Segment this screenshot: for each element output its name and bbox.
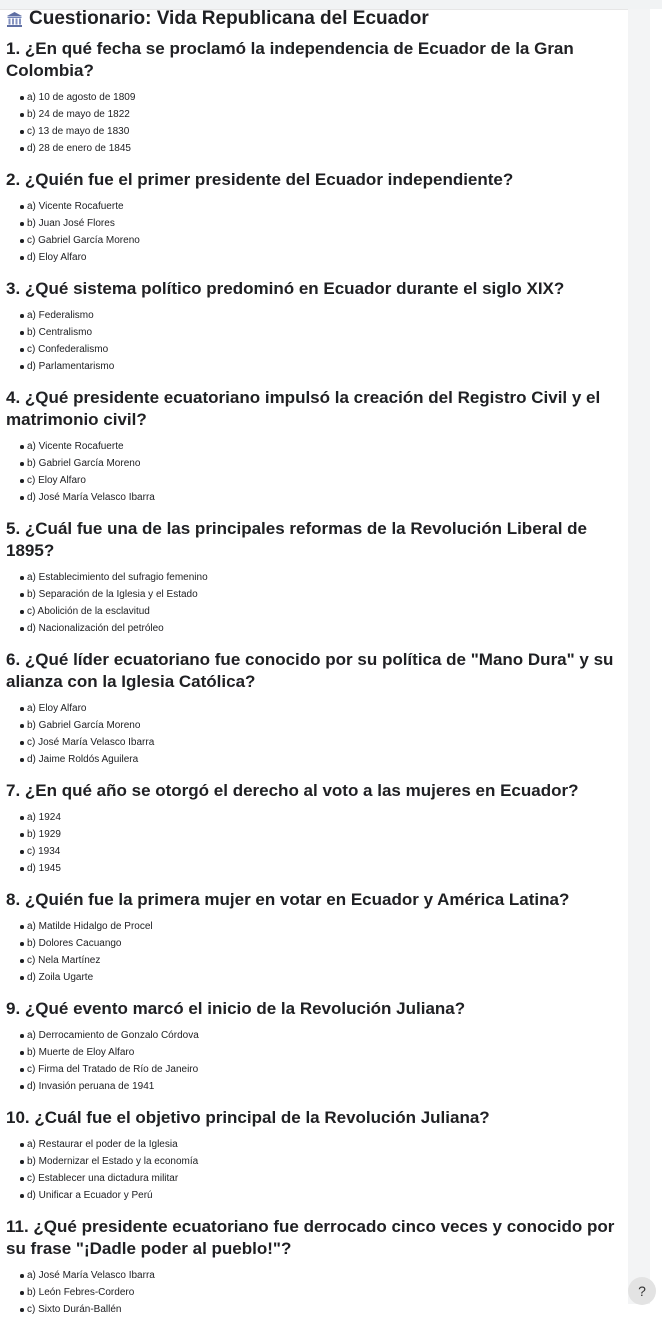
question-text: 8. ¿Quién fue la primera mujer en votar en Ecuador y América Latina? (6, 890, 570, 909)
answer-option: c) Abolición de la esclavitud (6, 603, 620, 620)
question-block (6, 278, 620, 375)
answer-option: a) 10 de agosto de 1809 (6, 89, 620, 106)
answer-option: c) Firma del Tratado de Río de Janeiro (6, 1061, 620, 1078)
answer-option: b) 24 de mayo de 1822 (6, 106, 620, 123)
question-list (6, 38, 620, 1318)
answer-option: d) 1945 (6, 860, 620, 877)
answer-option: b) Dolores Cacuango (6, 935, 620, 952)
question-text: 9. ¿Qué evento marcó el inicio de la Revolución Juliana? (6, 999, 466, 1018)
answer-option: c) José María Velasco Ibarra (6, 734, 620, 751)
answer-option: d) Parlamentarismo (6, 358, 620, 375)
quiz-document (6, 9, 620, 1318)
answer-options (6, 700, 620, 768)
question-mark-icon: ? (638, 1283, 646, 1299)
question-text: 6. ¿Qué líder ecuatoriano fue conocido por su política de "Mano Dura" y su alianza con la Iglesia Católica? (6, 650, 614, 691)
question-text: 2. ¿Quién fue el primer presidente del Ecuador independiente? (6, 170, 514, 189)
answer-option: d) Invasión peruana de 1941 (6, 1078, 620, 1095)
question-text: 7. ¿En qué año se otorgó el derecho al voto a las mujeres en Ecuador? (6, 781, 579, 800)
answer-option: c) 1934 (6, 843, 620, 860)
answer-option: b) 1929 (6, 826, 620, 843)
answer-option: a) Derrocamiento de Gonzalo Córdova (6, 1027, 620, 1044)
answer-option: d) José María Velasco Ibarra (6, 489, 620, 506)
answer-option: b) Centralismo (6, 324, 620, 341)
question-block (6, 169, 620, 266)
answer-option: d) 28 de enero de 1845 (6, 140, 620, 157)
answer-option: d) Jaime Roldós Aguilera (6, 751, 620, 768)
answer-option: a) Vicente Rocafuerte (6, 438, 620, 455)
answer-option: b) León Febres-Cordero (6, 1284, 620, 1301)
answer-options (6, 198, 620, 266)
answer-options (6, 1136, 620, 1204)
question-text: 5. ¿Cuál fue una de las principales reformas de la Revolución Liberal de 1895? (6, 519, 588, 560)
answer-option: d) Zoila Ugarte (6, 969, 620, 986)
answer-option: c) Gabriel García Moreno (6, 232, 620, 249)
answer-option: a) Restaurar el poder de la Iglesia (6, 1136, 620, 1153)
question-block (6, 780, 620, 877)
question-text: 3. ¿Qué sistema político predominó en Ecuador durante el siglo XIX? (6, 279, 565, 298)
classical-building-icon (6, 11, 23, 28)
answer-options (6, 89, 620, 157)
scrollbar-track[interactable] (628, 9, 650, 1304)
answer-options (6, 1027, 620, 1095)
answer-option: a) José María Velasco Ibarra (6, 1267, 620, 1284)
answer-options (6, 1267, 620, 1318)
page-title-text: Cuestionario: Vida Republicana del Ecuador (29, 8, 429, 29)
answer-option: a) Eloy Alfaro (6, 700, 620, 717)
help-button[interactable] (628, 1277, 656, 1305)
answer-option: c) Confederalismo (6, 341, 620, 358)
question-block (6, 518, 620, 637)
question-text: 4. ¿Qué presidente ecuatoriano impulsó la creación del Registro Civil y el matrimonio civil? (6, 388, 601, 429)
answer-options (6, 438, 620, 506)
answer-options (6, 918, 620, 986)
answer-option: a) Vicente Rocafuerte (6, 198, 620, 215)
answer-options (6, 569, 620, 637)
question-block (6, 998, 620, 1095)
answer-option: a) 1924 (6, 809, 620, 826)
answer-option: b) Modernizar el Estado y la economía (6, 1153, 620, 1170)
answer-option: d) Unificar a Ecuador y Perú (6, 1187, 620, 1204)
answer-option: b) Juan José Flores (6, 215, 620, 232)
answer-option: d) Nacionalización del petróleo (6, 620, 620, 637)
answer-option: c) Establecer una dictadura militar (6, 1170, 620, 1187)
question-text: 1. ¿En qué fecha se proclamó la independencia de Ecuador de la Gran Colombia? (6, 39, 574, 80)
answer-option: c) 13 de mayo de 1830 (6, 123, 620, 140)
question-text: 11. ¿Qué presidente ecuatoriano fue derrocado cinco veces y conocido por su frase "¡Dadle poder al pueblo!"? (6, 1217, 615, 1258)
page-title (6, 9, 620, 29)
answer-option: b) Gabriel García Moreno (6, 717, 620, 734)
answer-option: c) Eloy Alfaro (6, 472, 620, 489)
answer-option: c) Sixto Durán-Ballén (6, 1301, 620, 1318)
answer-option: a) Establecimiento del sufragio femenino (6, 569, 620, 586)
answer-option: b) Gabriel García Moreno (6, 455, 620, 472)
answer-option: c) Nela Martínez (6, 952, 620, 969)
answer-option: b) Separación de la Iglesia y el Estado (6, 586, 620, 603)
question-block (6, 1107, 620, 1204)
answer-option: d) Eloy Alfaro (6, 249, 620, 266)
question-block (6, 649, 620, 768)
question-block (6, 38, 620, 157)
answer-options (6, 307, 620, 375)
answer-options (6, 809, 620, 877)
question-block (6, 889, 620, 986)
answer-option: a) Federalismo (6, 307, 620, 324)
window-edge (650, 9, 662, 1304)
answer-option: b) Muerte de Eloy Alfaro (6, 1044, 620, 1061)
question-block (6, 387, 620, 506)
question-block (6, 1216, 620, 1318)
answer-option: a) Matilde Hidalgo de Procel (6, 918, 620, 935)
question-text: 10. ¿Cuál fue el objetivo principal de la Revolución Juliana? (6, 1108, 490, 1127)
